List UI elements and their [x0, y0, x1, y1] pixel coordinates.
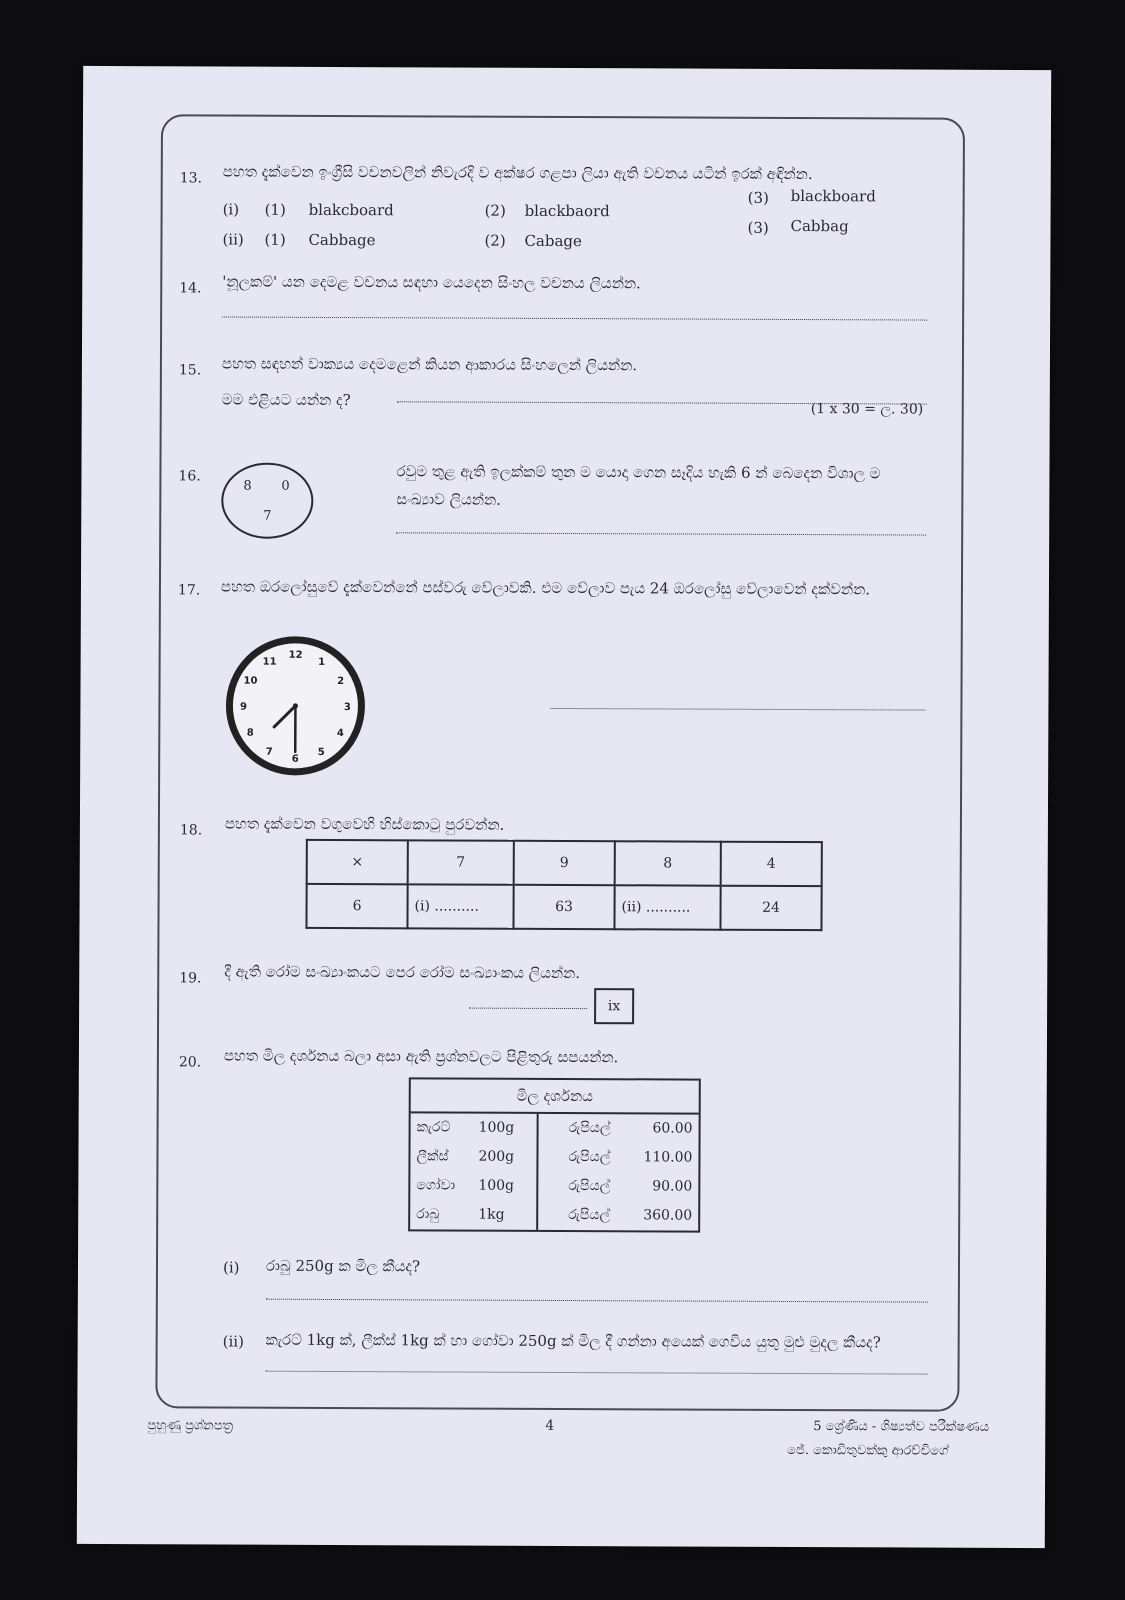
q14-text: 'නූලකම්' යන දෙමළ වචනය සඳහා යෙදෙන සිංහල වචනය ලියන්න.: [222, 272, 641, 293]
clock-number: 11: [262, 656, 277, 668]
q15-sentence: මම එළියට යන්න ද?: [221, 390, 351, 410]
q18-blank-ii[interactable]: (ii) ..........: [614, 885, 720, 929]
price-table-title: මිල දර්ශනය: [411, 1079, 699, 1114]
price-row: [410, 1142, 698, 1172]
q18-multiplication-table: [305, 839, 822, 931]
q18-text: පහත දැක්වෙන වගුවෙහි හිස්කොටු පුරවන්න.: [224, 814, 505, 834]
clock-number: 10: [243, 675, 258, 687]
clock-number: 5: [317, 746, 325, 758]
q15-number: 15.: [178, 362, 202, 379]
q18-value-row: [306, 884, 821, 930]
q13-i-opt1-word[interactable]: blakcboard: [308, 200, 394, 220]
footer-left: පුහුණු ප්‍රශ්නපත්‍ර: [147, 1418, 234, 1434]
q14-number: 14.: [179, 280, 202, 297]
q19-text: දී ඇති රෝම සංඛ්‍යාංකයට පෙර රෝම සංඛ්‍යාංකය ලියන්න.: [224, 962, 581, 983]
item-price: 90.00: [652, 1178, 693, 1195]
q13-text: පහත දැක්වෙන ඉංග්‍රීසි වචනවලින් නිවැරදි ව අක්ෂර ගළපා ලියා ඇති වචනය යටින් ඉරක් අඳින්න.: [222, 162, 813, 184]
price-row: [410, 1171, 698, 1201]
q13-row-i-roman: (i): [222, 200, 240, 219]
clock-number: 2: [337, 676, 345, 688]
q17-text: පහත ඔරලෝසුවේ දැක්වෙන්නේ පස්වරු වේලාවකි. එම වේලාව පැය 24 ඔරලෝසු වේලාවෙන් දක්වන්න.: [220, 577, 871, 599]
q16-number: 16.: [178, 468, 201, 485]
item-currency: රුපියල්: [568, 1207, 611, 1224]
clock-number: 12: [288, 649, 303, 661]
q13-row-ii-roman: (ii): [222, 230, 244, 249]
q13-ii-opt2-word[interactable]: Cabage: [524, 231, 582, 251]
q16-digit-circle: [221, 463, 313, 539]
q16-digit-3: 7: [263, 508, 272, 524]
clock-number: 6: [291, 753, 299, 765]
q18-h3: 8: [615, 841, 721, 885]
q18-h1: 7: [408, 840, 514, 884]
q13-i-opt2-word[interactable]: blackbaord: [524, 201, 610, 221]
clock-center: [293, 703, 298, 708]
q20-price-table: [408, 1077, 701, 1232]
q18-h4: 4: [721, 842, 822, 886]
q20-text: පහත මිල දර්ශනය බලා අසා ඇති ප්‍රශ්නවලට පිළිතුරු සපයන්න.: [223, 1046, 619, 1067]
q13-ii-opt1-num: (1): [264, 230, 286, 249]
q13-ii-opt3-word[interactable]: Cabbag: [790, 216, 849, 236]
exam-paper: [77, 66, 1051, 1548]
q18-header-row: [307, 840, 822, 886]
q19-roman-box: ix: [594, 988, 634, 1024]
q17-number: 17.: [177, 582, 201, 599]
clock-number: 3: [343, 702, 351, 714]
q15-text: පහත සඳහන් වාක්‍යය දෙමළෙන් කියන ආකාරය සිංහලෙන් ලියන්න.: [221, 354, 638, 375]
q18-r0: 6: [306, 884, 407, 928]
q18-r2: 63: [513, 885, 614, 929]
q20-number: 20.: [178, 1054, 202, 1071]
price-row: [410, 1200, 698, 1230]
item-price: 60.00: [652, 1120, 693, 1137]
footer-right-grade: 5 ශ්‍රේණිය - ශිෂ්‍යත්ව පරීක්ෂණය: [813, 1419, 990, 1435]
q17-clock: [222, 633, 369, 780]
q20-sub-ii-text: කැරට් 1kg ක්, ලීක්ස් 1kg ක් හා ගෝවා 250g ක් මිල දී ගන්නා අයෙක් ගෙවිය යුතු මුළු මුදල කීයද?: [265, 1330, 881, 1352]
q18-number: 18.: [179, 822, 203, 839]
page-number: 4: [545, 1417, 555, 1434]
clock-number: 7: [265, 746, 273, 758]
q13-ii-opt2-num: (2): [484, 231, 506, 250]
clock-number: 4: [336, 728, 344, 740]
price-row: [411, 1113, 699, 1143]
q19-number: 19.: [179, 970, 202, 987]
q18-h2: 9: [514, 841, 615, 885]
item-name: කැරට්: [416, 1119, 451, 1136]
q20-sub-i-text: රාබු 250g ක මිල කීයද?: [265, 1256, 421, 1276]
item-price: 360.00: [643, 1207, 693, 1224]
item-price: 110.00: [643, 1149, 693, 1166]
q13-i-opt3-num: (3): [747, 188, 769, 207]
q16-digit-1: 8: [243, 478, 252, 494]
q13-number: 13.: [179, 170, 203, 187]
item-name: රාබු: [416, 1206, 440, 1223]
q13-i-opt1-num: (1): [264, 200, 286, 219]
q16-text: රවුම තුළ ඇති ඉලක්කම් තුන ම යොදා ගෙන සෑදිය හැකි 6 න් බෙදෙන විශාල ම සංඛ්‍යාව ලියන්න.: [396, 462, 881, 509]
q18-h0: ×: [307, 840, 408, 884]
item-qty: 100g: [478, 1119, 515, 1136]
item-currency: රුපියල්: [568, 1120, 611, 1137]
footer-right-author: ජේ. කොඩිතුවක්කු ආරච්චිගේ: [787, 1442, 949, 1459]
item-qty: 100g: [478, 1177, 515, 1194]
item-name: ගෝවා: [416, 1177, 456, 1194]
q13-i-opt2-num: (2): [484, 201, 506, 220]
clock-number: 9: [239, 701, 247, 713]
q16-digit-2: 0: [281, 478, 290, 494]
item-currency: රුපියල්: [568, 1178, 611, 1195]
clock-number: 1: [318, 656, 326, 668]
item-name: ලීක්ස්: [416, 1148, 449, 1165]
q20-sub-ii-roman: (ii): [222, 1332, 245, 1351]
item-qty: 1kg: [478, 1206, 505, 1223]
clock-number: 8: [246, 727, 254, 739]
q20-sub-i-roman: (i): [222, 1258, 240, 1277]
q13-ii-opt3-num: (3): [747, 218, 769, 237]
item-currency: රුපියල්: [568, 1149, 611, 1166]
q18-blank-i[interactable]: (i) ..........: [407, 884, 513, 928]
q15-marks: (1 x 30 = ල. 30): [810, 401, 924, 418]
q13-ii-opt1-word[interactable]: Cabbage: [308, 230, 376, 250]
item-qty: 200g: [478, 1148, 515, 1165]
q18-r4: 24: [720, 886, 821, 930]
q13-i-opt3-word[interactable]: blackboard: [790, 186, 876, 206]
